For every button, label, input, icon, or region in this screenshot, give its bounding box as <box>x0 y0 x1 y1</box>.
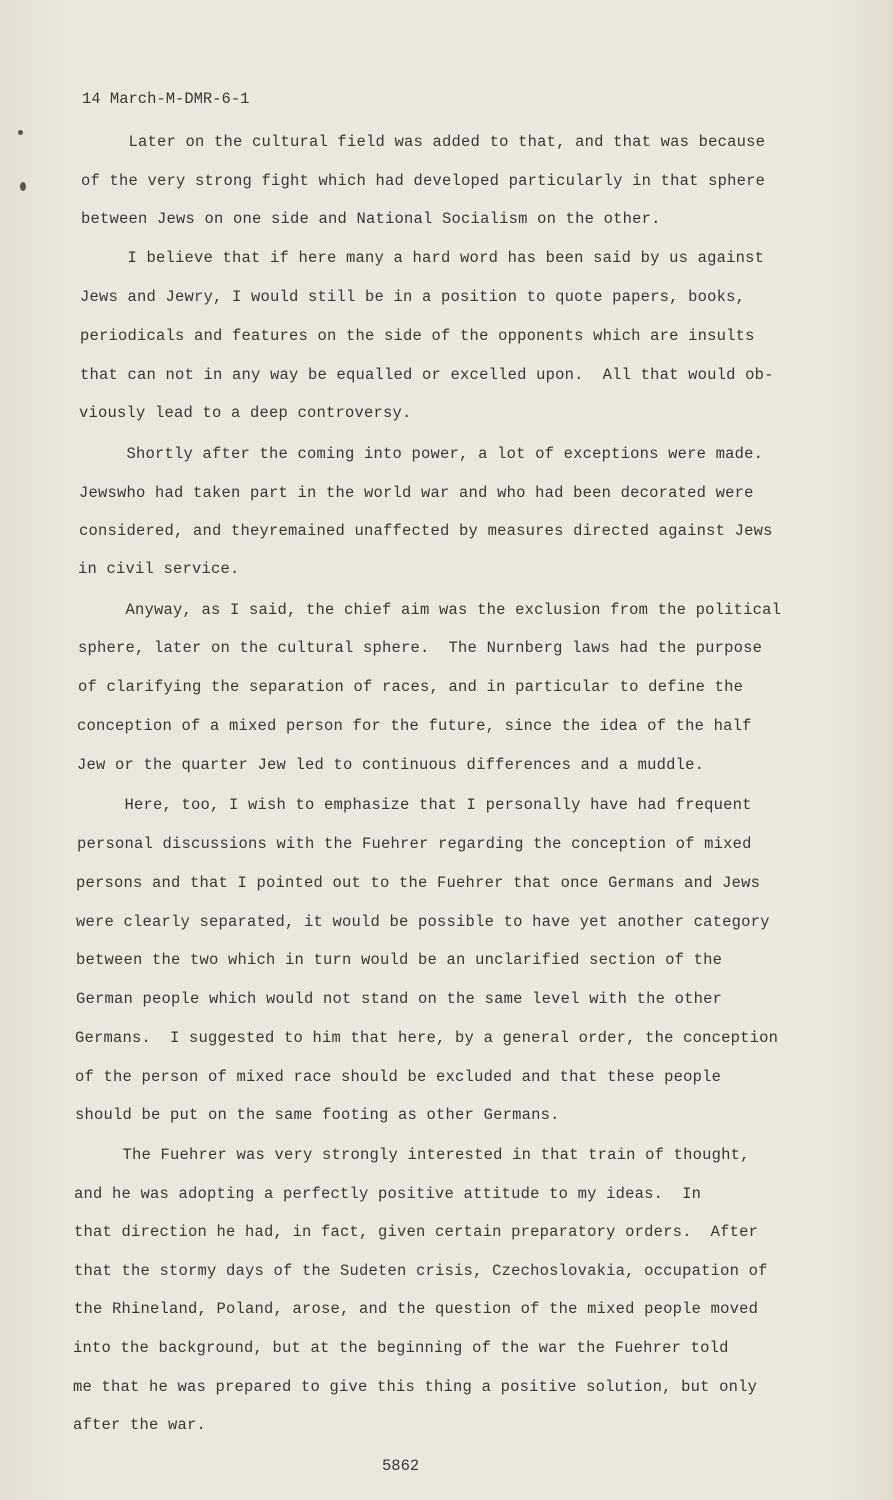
text-line: Jewswho had taken part in the world war and who had been decorated were <box>79 484 754 502</box>
text-line: that the stormy days of the Sudeten crisis, Czechoslovakia, occupation of <box>74 1262 768 1280</box>
text-line: between Jews on one side and National Socialism on the other. <box>81 210 661 228</box>
text-line: personal discussions with the Fuehrer regarding the conception of mixed <box>77 835 752 853</box>
text-line: The Fuehrer was very strongly interested in that train of thought, <box>75 1146 750 1164</box>
text-line: of the person of mixed race should be excluded and that these people <box>75 1068 722 1086</box>
text-line: Shortly after the coming into power, a lot of exceptions were made. <box>79 445 764 463</box>
text-line: between the two which in turn would be an unclarified section of the <box>76 951 723 969</box>
text-line: I believe that if here many a hard word has been said by us against <box>80 249 765 267</box>
text-line: Jews and Jewry, I would still be in a position to quote papers, books, <box>80 288 746 306</box>
text-line: of the very strong fight which had developed particularly in that sphere <box>81 172 766 190</box>
text-line: Anyway, as I said, the chief aim was the exclusion from the political <box>78 601 782 619</box>
text-line: that can not in any way be equalled or excelled upon. All that would ob- <box>80 366 774 384</box>
text-line: of clarifying the separation of races, and in particular to define the <box>78 678 744 696</box>
text-line: Jew or the quarter Jew led to continuous differences and a muddle. <box>77 756 705 774</box>
text-line: and he was adopting a perfectly positive attitude to my ideas. In <box>74 1185 702 1203</box>
text-line: Later on the cultural field was added to that, and that was because <box>81 133 766 151</box>
text-line: considered, and theyremained unaffected by measures directed against Jews <box>79 522 773 540</box>
text-line: persons and that I pointed out to the Fuehrer that once Germans and Jews <box>76 874 761 892</box>
text-line: in civil service. <box>78 560 240 578</box>
document-header: 14 March-M-DMR-6-1 <box>82 90 250 108</box>
text-line: sphere, later on the cultural sphere. The Nurnberg laws had the purpose <box>78 639 763 657</box>
text-line: conception of a mixed person for the future, since the idea of the half <box>77 717 752 735</box>
text-line: after the war. <box>73 1416 207 1434</box>
text-line: German people which would not stand on the same level with the other <box>76 990 723 1008</box>
page-number: 5862 <box>382 1457 420 1475</box>
text-line: me that he was prepared to give this thing a positive solution, but only <box>73 1378 758 1396</box>
punch-mark <box>20 182 26 191</box>
text-line: into the background, but at the beginning of the war the Fuehrer told <box>73 1339 729 1357</box>
text-line: Germans. I suggested to him that here, by a general order, the conception <box>75 1029 779 1047</box>
text-line: were clearly separated, it would be possible to have yet another category <box>76 913 770 931</box>
text-line: periodicals and features on the side of the opponents which are insults <box>80 327 755 345</box>
text-line: the Rhineland, Poland, arose, and the question of the mixed people moved <box>74 1300 759 1318</box>
text-line: that direction he had, in fact, given certain preparatory orders. After <box>74 1223 759 1241</box>
text-line: Here, too, I wish to emphasize that I personally have had frequent <box>77 796 752 814</box>
text-line: viously lead to a deep controversy. <box>79 404 412 422</box>
punch-mark <box>18 130 23 135</box>
text-line: should be put on the same footing as other Germans. <box>75 1106 560 1124</box>
